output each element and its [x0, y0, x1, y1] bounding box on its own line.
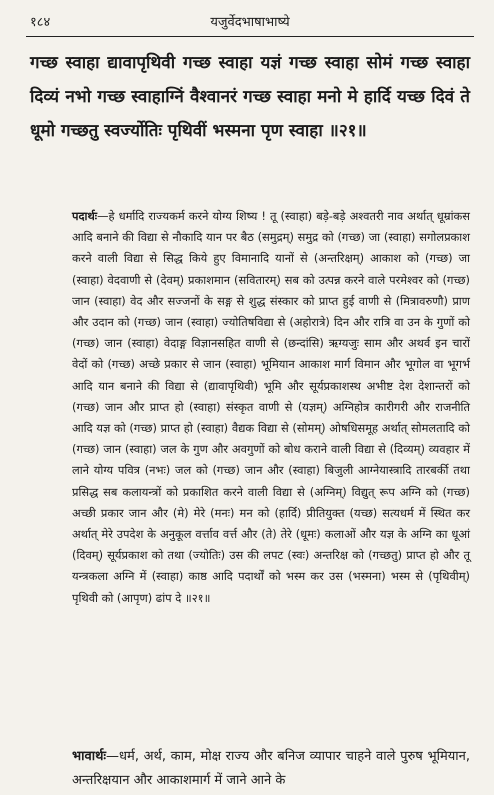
bhavartha-text: —धर्म, अर्थ, काम, मोक्ष राज्य और बनिज व्यापार चाहने वाले पुरुष भूमियान, अन्तरिक्षयान और आकाशमार्ग में जाने आने के	[72, 749, 470, 788]
header-rule	[26, 36, 474, 37]
padartha-text: —हे धर्मादि राज्यकर्म करने योग्य शिष्य ! तू (स्वाहा) बड़े-बड़े अश्वतरी नाव अर्थात् धूम्रांकस आदि बनाने की विद्या से नौकादि यान पर बैठ (समुद्रम्) समुद्र को (गच्छ) जा (स्वाहा) सगोलप्रकाश करने वाली विद्या से सिद्ध किये हुए विमानादि यानों से (अन्तरिक्षम्) आकाश को (गच्छ) जा (स्वाहा) वेदवाणी से (देवम्) प्रकाशमान (सवितारम्) सब को उत्पन्न करने वाले परमेश्वर को (गच्छ) जान (स्वाहा) वेद और सज्जनों के सङ्ग से शुद्ध संस्कार को प्राप्त हुई वाणी से (मित्रावरुणौ) प्राण और उदान को (गच्छ) जान (स्वाहा) ज्योतिषविद्या से (अहोरात्रे) दिन और रात्रि वा उन के गुणों को (गच्छ) जान (स्वाहा) वेदाङ्ग विज्ञानसहित वाणी से (छन्दांसि) ऋग्यजुः साम और अथर्व इन चारों वेदों को (गच्छ) अच्छे प्रकार से जान (स्वाहा) भूमियान आकाश मार्ग विमान और भूगोल वा भूगर्भ आदि यान बनाने की विद्या से (द्यावापृथिवी) भूमि और सूर्यप्रकाशस्थ अभीष्ट देश देशान्तरों को (गच्छ) जान और प्राप्त हो (स्वाहा) संस्कृत वाणी से (यज्ञम्) अग्निहोत्र कारीगरी और राजनीति आदि यज्ञ को (गच्छ) प्राप्त हो (स्वाहा) वैद्यक विद्या से (सोमम्) ओषधिसमूह अर्थात् सोमलतादि को (गच्छ) जान (स्वाहा) जल के गुण और अवगुणों को बोध कराने वाली विद्या से (दिव्यम्) व्यवहार में लाने योग्य पवित्र (नभः) जल को (गच्छ) जान और (स्वाहा) बिजुली आग्नेयास्त्रादि तारबर्की तथा प्रसिद्ध सब कलायन्त्रों को प्रकाशित करने वाली विद्या से (अग्निम्) विद्युत् रूप अग्नि को (गच्छ) अच्छी प्रकार जान और (मे) मेरे (मनः) मन को (हार्दि) प्रीतियुक्त (यच्छ) सत्यधर्म में स्थित कर अर्थात् मेरे उपदेश के अनुकूल वर्त्ताव वर्त्त और (ते) तेरे (धूमः) कलाओं और यज्ञ के अग्नि का धूआं (दिवम्) सूर्यप्रकाश को तथा (ज्योतिः) उस की लपट (स्वः) अन्तरिक्ष को (गच्छतु) प्राप्त हो और तू यन्त्रकला अग्नि में (स्वाहा) काष्ठ आदि पदार्थों को भस्म कर उस (भस्मना) भस्म से (पृथिवीम्) पृथिवी को (आपृण) ढांप दे ॥२१॥	[72, 209, 470, 605]
running-title: यजुर्वेदभाषाभाष्ये	[210, 15, 290, 30]
page-header	[30, 12, 470, 32]
mantra-text: गच्छ स्वाहा द्यावापृथिवी गच्छ स्वाहा यज्ञं गच्छ स्वाहा सोमं गच्छ स्वाहा दिव्यं नभो गच्छ स्वाहाग्निं वैश्वानरं गच्छ स्वाहा मनो मे हार्दि यच्छ दिवं ते धूमो गच्छतु स्वर्ज्योतिः पृथिवीं भस्मना पृण स्वाहा ॥२१॥	[30, 53, 470, 141]
page-number: १८४	[30, 15, 51, 30]
padartha-label: पदार्थः	[72, 209, 98, 223]
padartha-section	[30, 206, 470, 609]
bhavartha-label: भावार्थः	[72, 749, 107, 764]
bhavartha-section	[30, 745, 470, 793]
